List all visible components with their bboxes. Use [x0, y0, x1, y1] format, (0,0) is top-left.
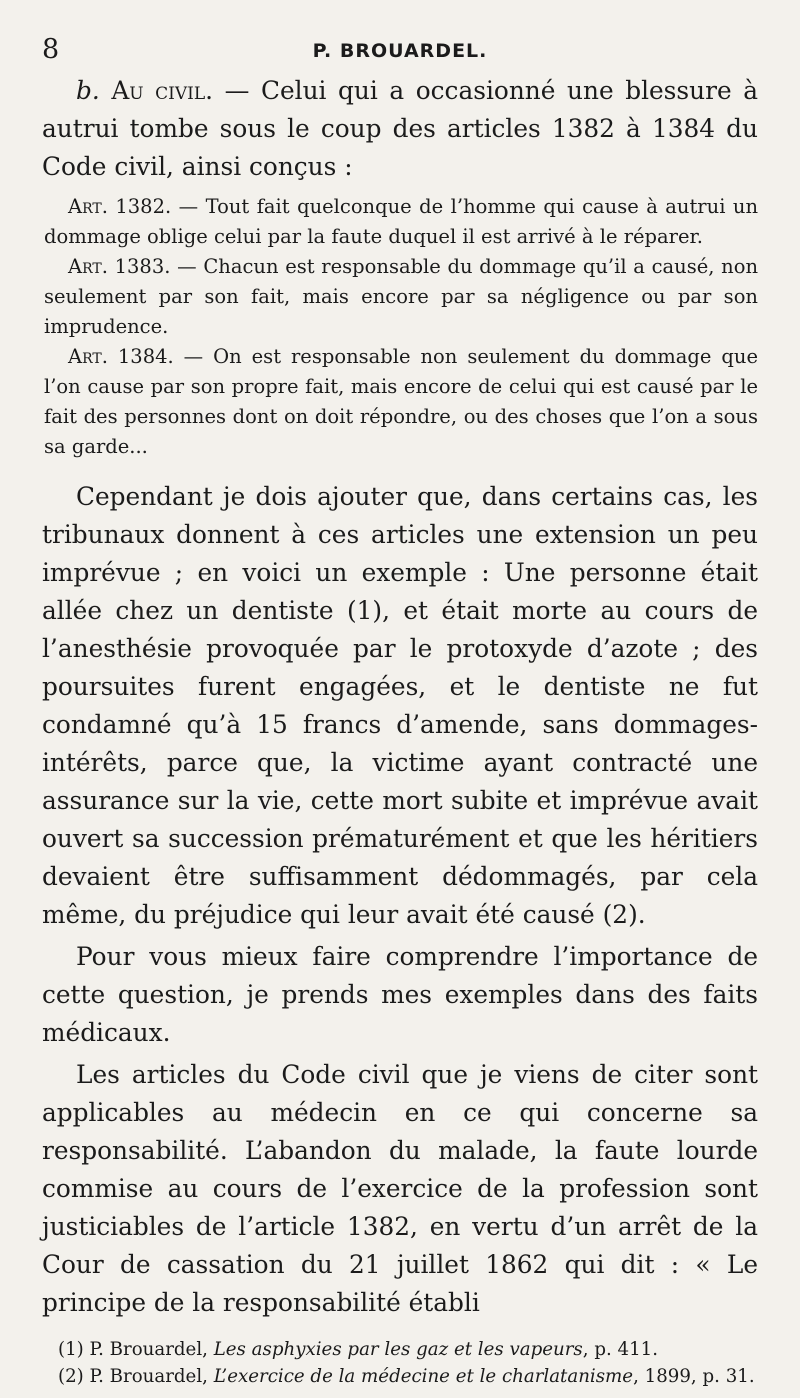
footnote-rest: , p. 411.	[582, 1339, 659, 1360]
body-paragraph-importance: Pour vous mieux faire comprendre l’importance de cette question, je prends mes exemples dans des faits médicaux.	[42, 942, 758, 1047]
code-articles	[44, 192, 758, 462]
article-1383	[44, 252, 758, 342]
article-text: — Tout fait quelconque de l’homme qui cause à autrui un dommage oblige celui par la faute duquel il est arrivé à le réparer.	[44, 195, 759, 248]
footnote-1	[42, 1336, 758, 1363]
article-text: — Chacun est responsable du dommage qu’il a causé, non seulement par son fait, mais encore par sa négligence ou par son imprudence.	[44, 255, 759, 338]
article-label: Art. 1383.	[68, 255, 171, 278]
footnote-rest: , 1899, p. 31.	[633, 1366, 755, 1387]
section-b-label: b.	[76, 76, 100, 105]
article-label: Art. 1384.	[68, 345, 174, 368]
footnotes	[42, 1336, 758, 1390]
section-b-paragraph	[42, 72, 758, 186]
footnote-marker: (2)	[58, 1366, 84, 1387]
running-head: P. BROUARDEL.	[312, 40, 488, 62]
footnote-author: P. Brouardel,	[83, 1339, 214, 1360]
section-b-text: — Celui qui a occasionné une blessure à autrui tombe sous le coup des articles 1382 à 1384 du Code civil, ainsi conçus :	[42, 76, 758, 181]
footnote-2	[42, 1363, 758, 1390]
article-text: — On est responsable non seulement du dommage que l’on cause par son propre fait, mais encore de celui qui est causé par le fait des personnes dont on doit répondre, ou des choses que l’on a sous sa garde...	[44, 345, 758, 458]
article-label: Art. 1382.	[68, 195, 172, 218]
footnote-title: Les asphyxies par les gaz et les vapeurs	[213, 1339, 583, 1360]
footnote-author: P. Brouardel,	[83, 1366, 214, 1387]
footnote-title: L’exercice de la médecine et le charlatanisme	[213, 1366, 634, 1387]
article-1382	[44, 192, 758, 252]
section-b-heading: Au civil.	[111, 76, 214, 105]
article-1384	[44, 342, 758, 462]
body-paragraph-dentist: Cependant je dois ajouter que, dans certains cas, les tribunaux donnent à ces articles une extension un peu imprévue ; en voici un exemple : Une personne était allée chez un dentiste (1), et était morte au cours de l’anesthésie provoquée par le protoxyde d’azote ; des poursuites furent engagées, et le dentiste ne fut condamné qu’à 15 francs d’amende, sans dommages-intérêts, parce que, la victime ayant contracté une assurance sur la vie, cette mort subite et imprévue avait ouvert sa succession prématurément et que les héritiers devaient être suffisamment dédommagés, par cela même, du préjudice qui leur avait été causé (2).	[42, 482, 758, 929]
page-header	[42, 28, 758, 68]
footnote-marker: (1)	[58, 1339, 84, 1360]
body-paragraph-code-civil: Les articles du Code civil que je viens de citer sont applicables au médecin en ce qui concerne sa responsabilité. L’abandon du malade, la faute lourde commise au cours de l’exercice de la profession sont justiciables de l’article 1382, en vertu d’un arrêt de la Cour de cassation du 21 juillet 1862 qui dit : « Le principe de la responsabilité établi	[42, 1060, 758, 1317]
page-number: 8	[42, 34, 60, 65]
